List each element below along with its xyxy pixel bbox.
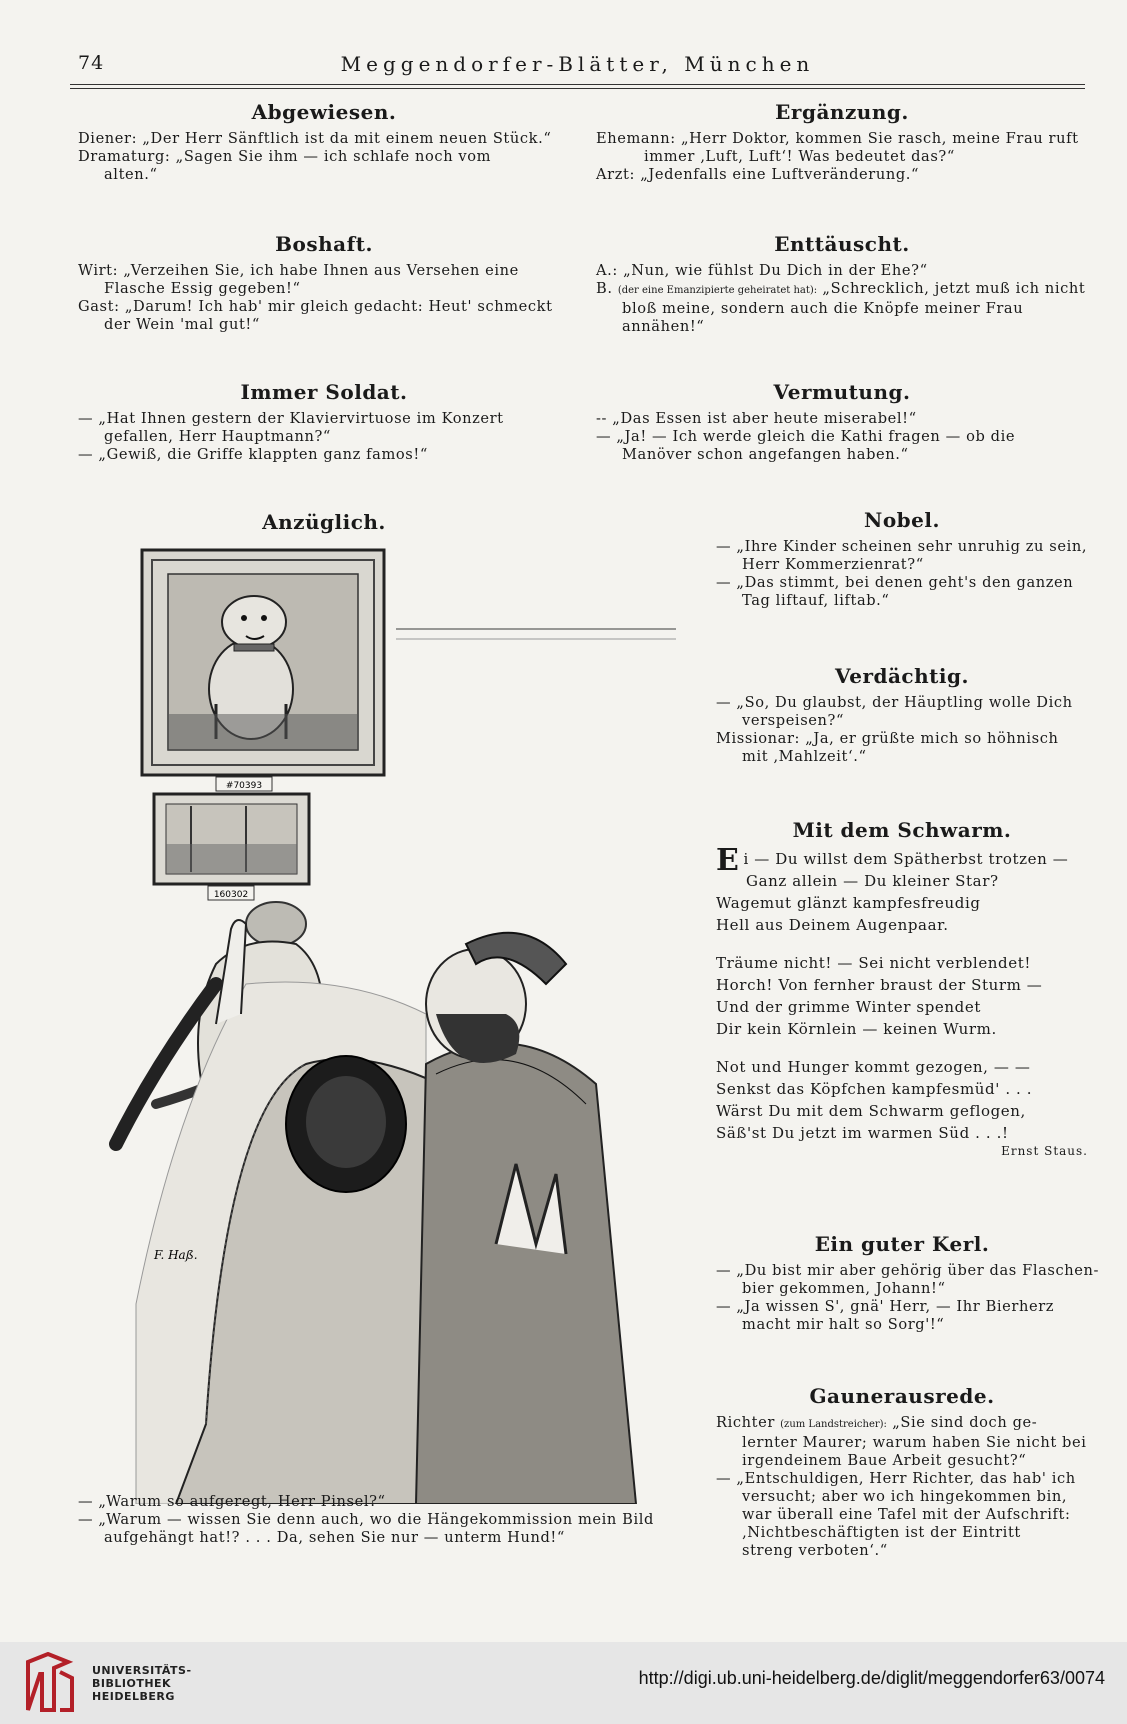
cartoon-caption [78,1493,654,1547]
speaker: B. [596,280,613,297]
text-line: Wirt: „Verzeihen Sie, ich habe Ihnen aus Versehen eine [78,262,519,279]
poem-stanza [716,1056,1088,1144]
text-line: immer ‚Luft, Luft‘! Was bedeutet das?“ [644,148,955,165]
article-ergaenzung [596,100,1088,184]
article-title: Abgewiesen. [251,100,397,124]
article-abgewiesen [78,100,570,184]
page-header [70,52,1085,86]
poem-line: Not und Hunger kommt gezogen, — — [716,1058,1031,1076]
poem-line: Säß'st Du jetzt im warmen Süd . . .! [716,1124,1009,1142]
text-fragment: „Sie sind doch ge- [892,1414,1038,1431]
header-rule-top [70,84,1085,85]
caption-line: aufgehängt hat!? . . . Da, sehen Sie nur — unterm Hund!“ [104,1529,565,1546]
text-line: annähen!“ [622,318,705,335]
article-gaunerausrede [716,1384,1088,1560]
text-line: Herr Kommerzienrat?“ [742,556,924,573]
article-vermutung [596,380,1088,464]
text-line: lernter Maurer; warum haben Sie nicht bei [742,1434,1087,1451]
text-line: A.: „Nun, wie fühlst Du Dich in der Ehe?“ [596,262,928,279]
cartoon-illustration [96,544,676,1504]
text-line: verspeisen?“ [742,712,845,729]
article-nobel [716,508,1088,610]
text-line: gefallen, Herr Hauptmann?“ [104,428,331,445]
text-line [596,280,1088,300]
text-line: mit ‚Mahlzeit‘.“ [742,748,867,765]
text-line: — „Entschuldigen, Herr Richter, das hab' ich [716,1470,1076,1487]
article-verdaechtig [716,664,1088,766]
speaker: Richter [716,1414,775,1431]
article-guter-kerl [716,1232,1100,1334]
caption-line: — „Warum — wissen Sie denn auch, wo die Hängekommission mein Bild [78,1511,654,1528]
article-title: Nobel. [864,508,940,532]
text-line: -- „Das Essen ist aber heute miserabel!“ [596,410,917,427]
article-title: Vermutung. [773,380,911,404]
page-url-link[interactable]: http://digi.ub.uni-heidelberg.de/diglit/meggendorfer63/0074 [638,1668,1105,1688]
library-name[interactable] [92,1664,192,1703]
article-title: Gaunerausrede. [809,1384,995,1408]
text-line: der Wein 'mal gut!“ [104,316,260,333]
text-line: Flasche Essig gegeben!“ [104,280,301,297]
viewer-footer [0,1642,1127,1724]
drop-cap: E [716,843,740,878]
stage-direction: (der eine Emanzipierte geheiratet hat): [617,285,818,296]
library-name-line: UNIVERSITÄTS- [92,1664,192,1677]
text-line: bier gekommen, Johann!“ [742,1280,946,1297]
artist-signature: F. Haß. [154,1248,198,1262]
article-title: Ergänzung. [775,100,909,124]
text-line: streng verboten‘.“ [742,1542,888,1559]
text-line: Ehemann: „Herr Doktor, kommen Sie rasch, meine Frau ruft [596,130,1079,147]
stage-direction: (zum Landstreicher): [780,1419,887,1430]
text-line: — „Ihre Kinder scheinen sehr unruhig zu sein, [716,538,1088,555]
text-line: war überall eine Tafel mit der Aufschrift: [742,1506,1071,1523]
text-fragment: „Schrecklich, jetzt muß ich nicht [822,280,1086,297]
article-boshaft [78,232,570,334]
library-name-line: BIBLIOTHEK [92,1677,172,1690]
text-line: — „Du bist mir aber gehörig über das Flaschen- [716,1262,1100,1279]
text-line: Missionar: „Ja, er grüßte mich so höhnisch [716,730,1059,747]
text-line: — „Gewiß, die Griffe klappten ganz famos!“ [78,446,428,463]
poem-line: Dir kein Körnlein — keinen Wurm. [716,1020,997,1038]
text-line: — „Ja! — Ich werde gleich die Kathi fragen — ob die [596,428,1016,445]
poem-line: Senkst das Köpfchen kampfesmüd' . . . [716,1080,1033,1098]
text-line: — „Das stimmt, bei denen geht's den ganzen [716,574,1074,591]
poem-line: Ei — Du willst dem Spätherbst trotzen — [716,843,1069,878]
article-title: Anzüglich. [262,510,386,534]
text-line: irgendeinem Baue Arbeit gesucht?“ [742,1452,1027,1469]
poem-line: Wärst Du mit dem Schwarm geflogen, [716,1102,1026,1120]
article-immer-soldat [78,380,570,464]
poem-line: Wagemut glänzt kampfesfreudig [716,894,981,912]
poem-stanza [716,952,1088,1040]
caption-line: — „Warum so aufgeregt, Herr Pinsel?“ [78,1493,386,1510]
poem-line: Hell aus Deinem Augenpaar. [716,916,949,934]
text-line: Dramaturg: „Sagen Sie ihm — ich schlafe noch vom [78,148,492,165]
page-number: 74 [78,52,105,74]
text-line: versucht; aber wo ich hingekommen bin, [742,1488,1068,1505]
text-line: Gast: „Darum! Ich hab' mir gleich gedacht: Heut' schmeckt [78,298,553,315]
text-line: Arzt: „Jedenfalls eine Luftveränderung.“ [596,166,920,183]
text-line: Tag liftauf, liftab.“ [742,592,890,609]
text-line: ‚Nichtbeschäftigten ist der Eintritt [742,1524,1021,1541]
article-title: Verdächtig. [835,664,969,688]
masthead: Meggendorfer-Blätter, München [340,52,815,76]
text-line: — „So, Du glaubst, der Häuptling wolle Dich [716,694,1073,711]
text-line: bloß meine, sondern auch die Knöpfe meiner Frau [622,300,1024,317]
article-title: Immer Soldat. [240,380,408,404]
article-title: Boshaft. [275,232,373,256]
university-library-logo-icon[interactable] [20,1652,80,1714]
text-line: Manöver schon angefangen haben.“ [622,446,909,463]
text-line: macht mir halt so Sorg'!“ [742,1316,945,1333]
text-line: — „Hat Ihnen gestern der Klaviervirtuose im Konzert [78,410,504,427]
text-line: — „Ja wissen S', gnä' Herr, — Ihr Bierherz [716,1298,1055,1315]
article-anzueglich [78,510,570,540]
poem-stanza [716,843,1088,936]
article-title: Ein guter Kerl. [814,1232,990,1256]
text-line: Diener: „Der Herr Sänftlich ist da mit einem neuen Stück.“ [78,130,552,147]
poem-line: Horch! Von fernher braust der Sturm — [716,976,1043,994]
library-name-line: HEIDELBERG [92,1690,175,1703]
article-enttaeuscht [596,232,1088,336]
article-title: Enttäuscht. [774,232,910,256]
poem-author: Ernst Staus. [1001,1144,1088,1158]
picture-label-2: 160302 [213,890,249,900]
text-line: alten.“ [104,166,158,183]
poem-line: Und der grimme Winter spendet [716,998,981,1016]
poem-mit-dem-schwarm [716,818,1088,1158]
poem-line: Träume nicht! — Sei nicht verblendet! [716,954,1031,972]
picture-label-1: #70393 [225,781,263,791]
header-rule-bottom [70,88,1085,89]
poem-title: Mit dem Schwarm. [792,818,1012,842]
text-line [716,1414,1088,1434]
poem-line: Ganz allein — Du kleiner Star? [746,872,999,890]
